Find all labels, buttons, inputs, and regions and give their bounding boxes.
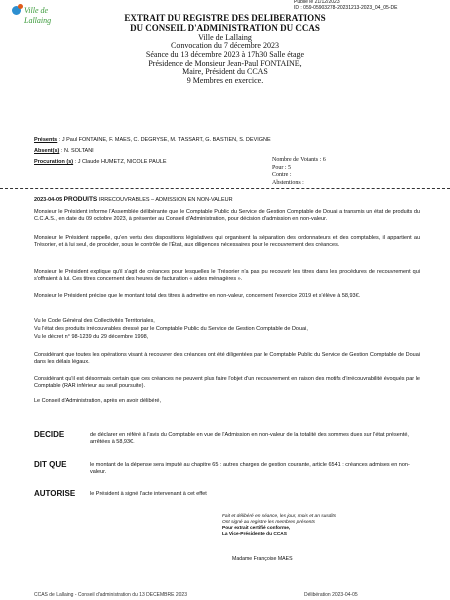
header-convocation: Convocation du 7 décembre 2023 bbox=[171, 41, 279, 51]
header-presidence: Présidence de Monsieur Jean-Paul FONTAINE, bbox=[148, 58, 302, 68]
votants-count: Nombre de Votants : 6 bbox=[272, 157, 326, 163]
header-members: 9 Membres en exercice. bbox=[186, 75, 264, 85]
autorise-label: AUTORISE bbox=[34, 489, 76, 498]
section-divider bbox=[0, 188, 450, 189]
autorise-text: le Président à signé l'acte intervenant à cet effet bbox=[90, 491, 207, 497]
logo-label: Ville de Lallaing bbox=[24, 6, 52, 26]
contre-count: Contre : bbox=[272, 172, 292, 178]
deliberation-subject bbox=[34, 196, 420, 204]
signature-line-1: Fait et délibéré en séance, les jour, mois et an susdits bbox=[222, 514, 337, 519]
legal-reference-2: Vu l'état des produits irrécouvrables dressé par le Comptable Public du Service de Gestion Comptable de Douai, bbox=[34, 326, 308, 332]
page-footer bbox=[34, 592, 434, 599]
signature-line-2: Ont signé au registre les membres présents bbox=[222, 519, 316, 525]
presents-value: : J Paul FONTAINE, F. MAES, C. DEGRYSE, M. TASSART, G. BASTIEN, S. DEVIGNE bbox=[57, 137, 271, 143]
header-title-line1: EXTRAIT DU REGISTRE DES DELIBERATIONS bbox=[124, 13, 326, 23]
paragraph-2: Monsieur le Président rappelle, qu'en vertu des dispositions législatives qui organisent la séparation des ordonnateurs et des comptables, il appartient au Trésorier, et à lui seul, de procéder, sous le contrôle de l'État, aux diligences nécessaires pour le recouvrement des créances. bbox=[34, 235, 420, 249]
subject-number: 2023-04-05 bbox=[34, 197, 64, 203]
procuration-line bbox=[34, 159, 264, 166]
logo-mark-accent bbox=[18, 4, 23, 9]
presents-line bbox=[34, 137, 434, 144]
procuration-value: : J Claude HUMETZ, NICOLE PAULE bbox=[73, 159, 167, 165]
header-session: Séance du 13 décembre 2023 à 17h30 Salle étage bbox=[145, 50, 305, 60]
absents-line bbox=[34, 148, 264, 155]
stamp-id: ID : 059-05903278-20231213-2023_04_05-DE bbox=[294, 4, 398, 11]
footer-left: CCAS de Lallaing - Conseil d'administration du 13 DECEMBRE 2023 bbox=[34, 592, 187, 598]
footer-right: Délibération 2023-04-05 bbox=[304, 592, 358, 598]
signature-line-4: La Vice-Présidente du CCAS bbox=[222, 531, 287, 537]
signer-name: Madame Françoise MAES bbox=[232, 556, 293, 562]
header-city: Ville de Lallaing bbox=[198, 32, 252, 42]
signature-line-3: Pour extrait certifié conforme, bbox=[222, 525, 291, 531]
dit-que-label: DIT QUE bbox=[34, 460, 67, 469]
considerant-2: Considérant qu'il est désormais certain que ces créances ne peuvent plus faire l'objet d'un recouvrement en raison des motifs d'irrécouvrabilité évoqués par le Comptable (RAR inférieur au seuil poursuite). bbox=[34, 376, 420, 390]
signature-block bbox=[222, 514, 422, 538]
council-statement: Le Conseil d'Administration, après en avoir délibéré, bbox=[34, 398, 162, 404]
decide-text: de déclarer en référé à l'avis du Comptable en vue de l'Admission en non-valeur de la totalité des sommes dues sur l'état présenté, arrêtées à 58,93€. bbox=[90, 432, 409, 446]
abstentions-count: Abstentions : bbox=[272, 179, 304, 186]
subject-title-bold: PRODUITS bbox=[63, 196, 98, 203]
paragraph-3: Monsieur le Président explique qu'il s'agit de créances pour lesquelles le Trésorier n'a pas pu recouvrir les titres dans les procédures de recouvrement qui s'offraient à lui. Ces titres concernent des heures de facturation « aides ménagères ». bbox=[34, 269, 420, 283]
header-title-line2: DU CONSEIL D'ADMINISTRATION DU CCAS bbox=[130, 22, 320, 33]
vote-count-block bbox=[272, 157, 392, 187]
paragraph-4: Monsieur le Président précise que le montant total des titres à admettre en non-valeur, concernent l'exercice 2019 et s'élève à 58,93€. bbox=[34, 293, 361, 299]
procuration-label: Procuration (s) bbox=[34, 159, 74, 165]
pour-count: Pour : 5 bbox=[272, 164, 292, 171]
legal-reference-3: Vu le décret n° 98-1239 du 29 décembre 1998, bbox=[34, 334, 149, 340]
absents-label: Absent(s) bbox=[34, 148, 60, 154]
dit-que-text: le montant de la dépense sera imputé au chapitre 65 : autres charges de gestion courante, article 6541 : créances admises en non-valeur. bbox=[90, 462, 410, 476]
city-logo bbox=[6, 2, 76, 26]
considerant-1: Considérant que toutes les opérations visant à recouvrer des créances ont été diligentées par le Comptable Public du Service de Gestion Comptable de Douai dans les délais légaux. bbox=[34, 352, 420, 366]
document-header bbox=[70, 14, 380, 86]
legal-reference-1: Vu le Code Général des Collectivités Territoriales, bbox=[34, 318, 155, 324]
publication-stamp bbox=[294, 0, 444, 12]
header-role: Maire, Président du CCAS bbox=[182, 67, 268, 77]
absents-value: : N. SOLTANI bbox=[59, 148, 94, 154]
subject-title-rest: IRRECOUVRABLES – ADMISSION EN NON-VALEUR bbox=[97, 197, 233, 203]
stamp-publication-date: Publié le 21/12/2023 bbox=[294, 0, 340, 5]
decide-label: DECIDE bbox=[34, 430, 65, 439]
paragraph-1: Monsieur le Président informe l'Assemblée délibérante que le Comptable Public du Service de Gestion Comptable de Douai a transmis un état de produits du C.C.A.S., en date du 09 octobre 2023, à présenter au Conseil d'Administration, pour décision d'admission en non-valeur. bbox=[34, 209, 420, 223]
presents-label: Présents bbox=[34, 137, 58, 143]
